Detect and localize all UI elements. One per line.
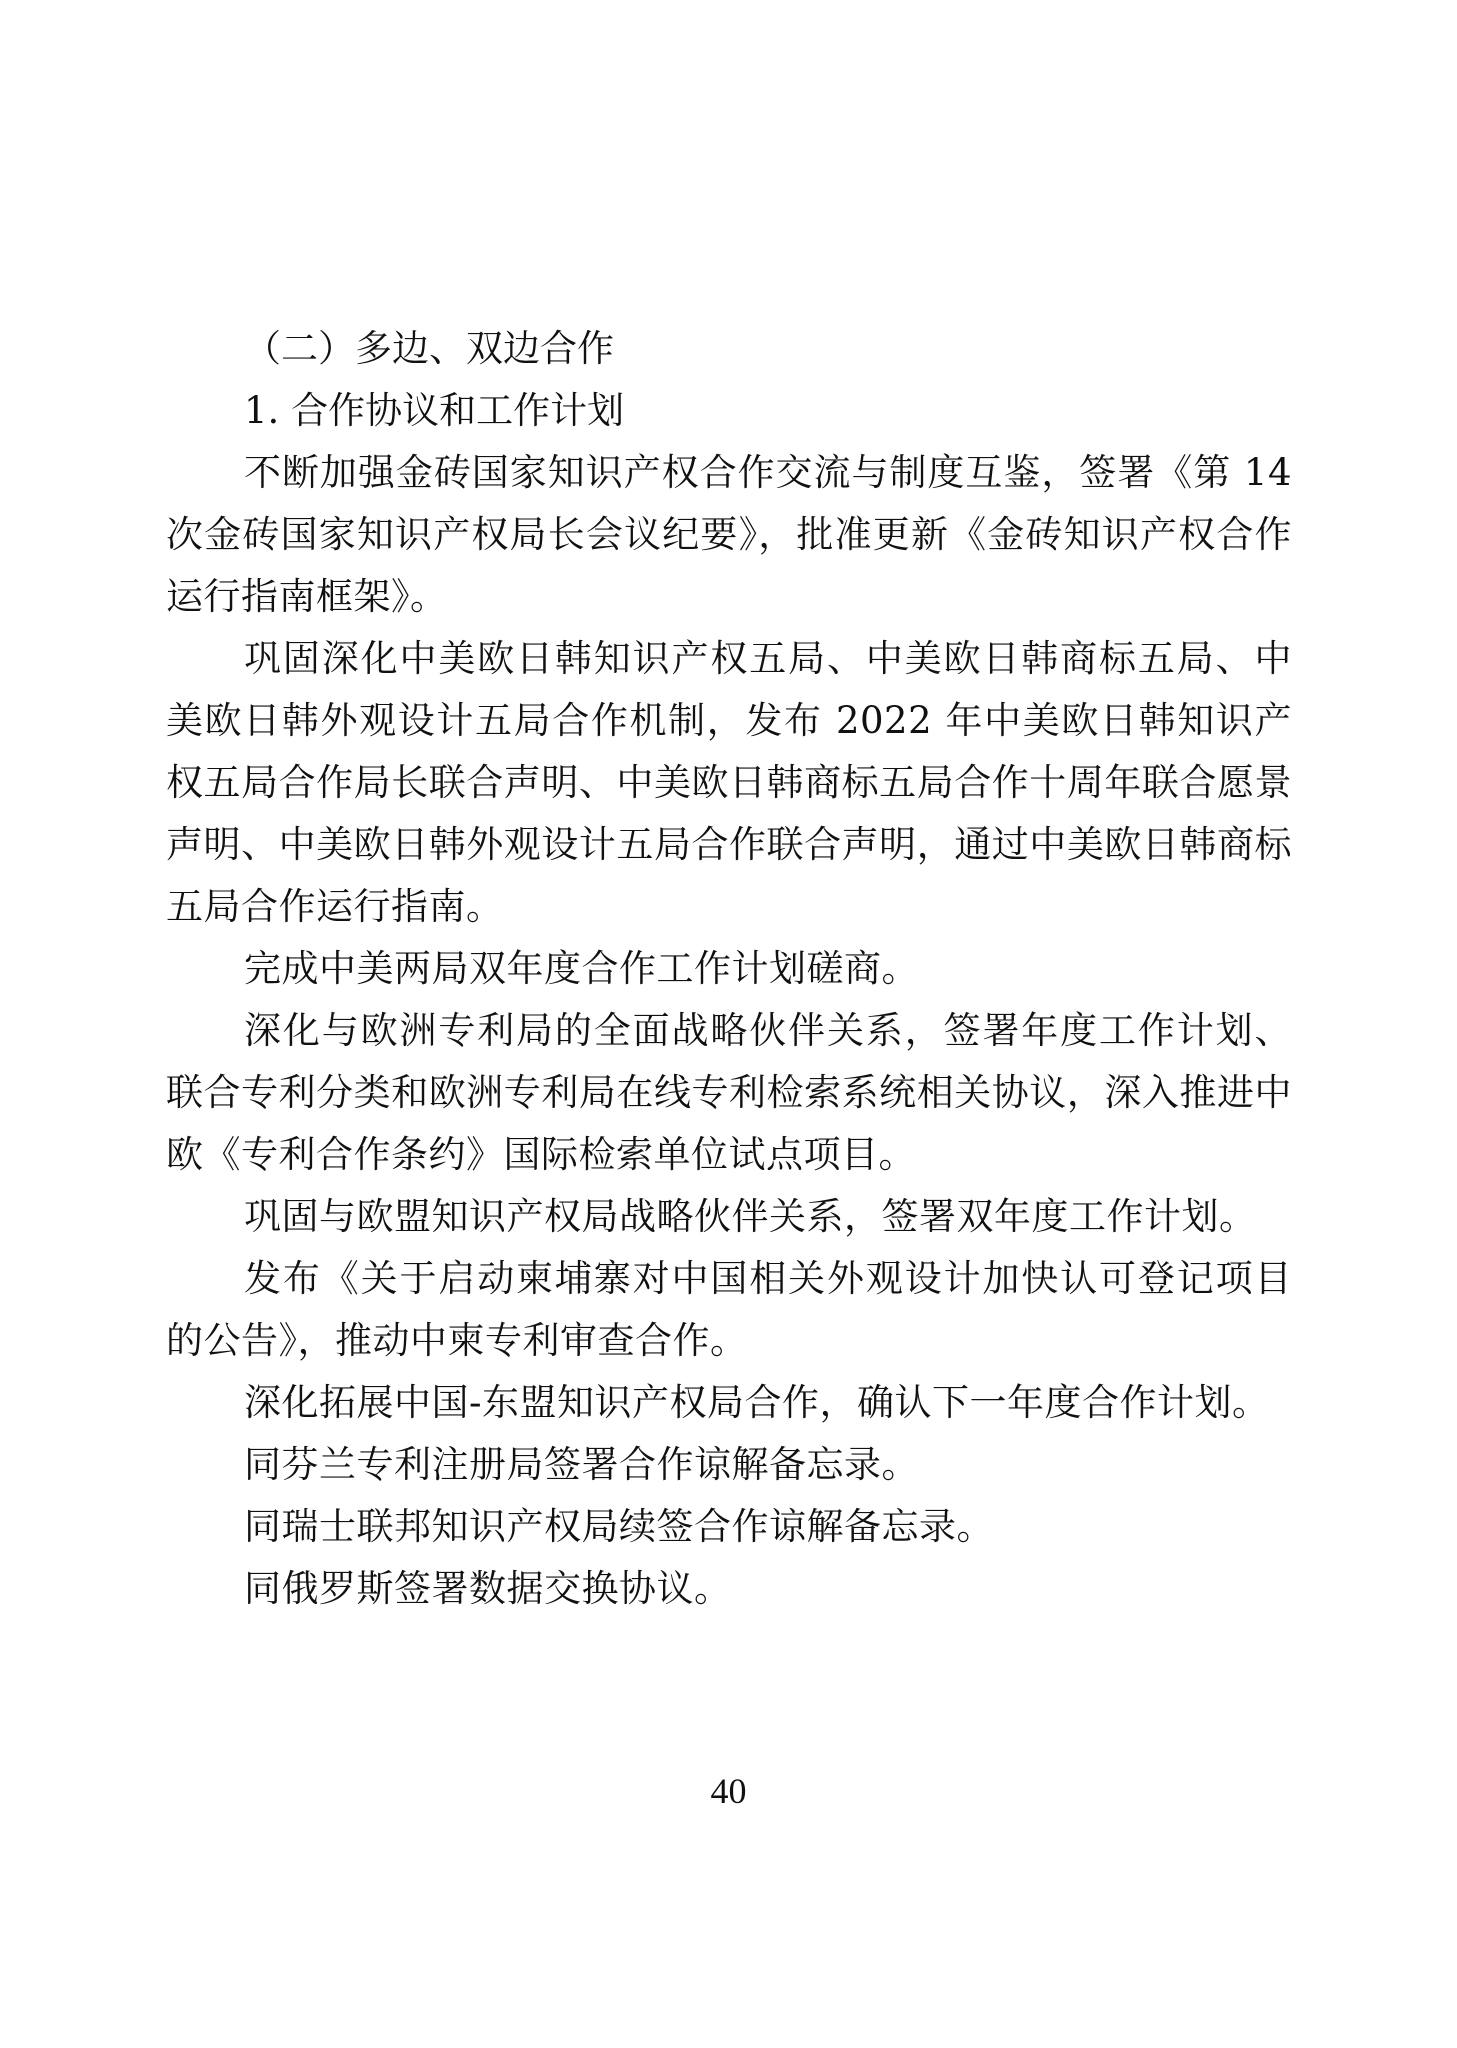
paragraph-switzerland: 同瑞士联邦知识产权局续签合作谅解备忘录。 xyxy=(244,1505,994,1548)
paragraph-asean: 深化拓展中国-东盟知识产权局合作，确认下一年度合作计划。 xyxy=(244,1381,1270,1424)
paragraph-russia: 同俄罗斯签署数据交换协议。 xyxy=(244,1567,732,1610)
paragraph-epo: 深化与欧洲专利局的全面战略伙伴关系，签署年度工作计划、联合专利分类和欧洲专利局在线专利检索系统相关协议，深入推进中欧《专利合作条约》国际检索单位试点项目。 xyxy=(166,1009,1292,1176)
paragraph-euipo: 巩固与欧盟知识产权局战略伙伴关系，签署双年度工作计划。 xyxy=(244,1195,1257,1238)
subsection-heading: 1. 合作协议和工作计划 xyxy=(244,389,625,432)
paragraph-finland: 同芬兰专利注册局签署合作谅解备忘录。 xyxy=(244,1443,919,1486)
paragraph-cambodia: 发布《关于启动柬埔寨对中国相关外观设计加快认可登记项目的公告》，推动中柬专利审查合作。 xyxy=(166,1257,1292,1362)
paragraph-brics: 不断加强金砖国家知识产权合作交流与制度互鉴，签署《第 14 次金砖国家知识产权局长会议纪要》，批准更新《金砖知识产权合作运行指南框架》。 xyxy=(166,451,1292,618)
page-content xyxy=(166,318,1292,1620)
page-number: 40 xyxy=(710,1771,747,1811)
section-heading: （二）多边、双边合作 xyxy=(244,327,614,370)
paragraph-china-us: 完成中美两局双年度合作工作计划磋商。 xyxy=(244,947,919,990)
paragraph-ip5: 巩固深化中美欧日韩知识产权五局、中美欧日韩商标五局、中美欧日韩外观设计五局合作机制，发布 2022 年中美欧日韩知识产权五局合作局长联合声明、中美欧日韩商标五局合作十周年联合愿景声明、中美欧日韩外观设计五局合作联合声明，通过中美欧日韩商标五局合作运行指南。 xyxy=(166,637,1292,928)
